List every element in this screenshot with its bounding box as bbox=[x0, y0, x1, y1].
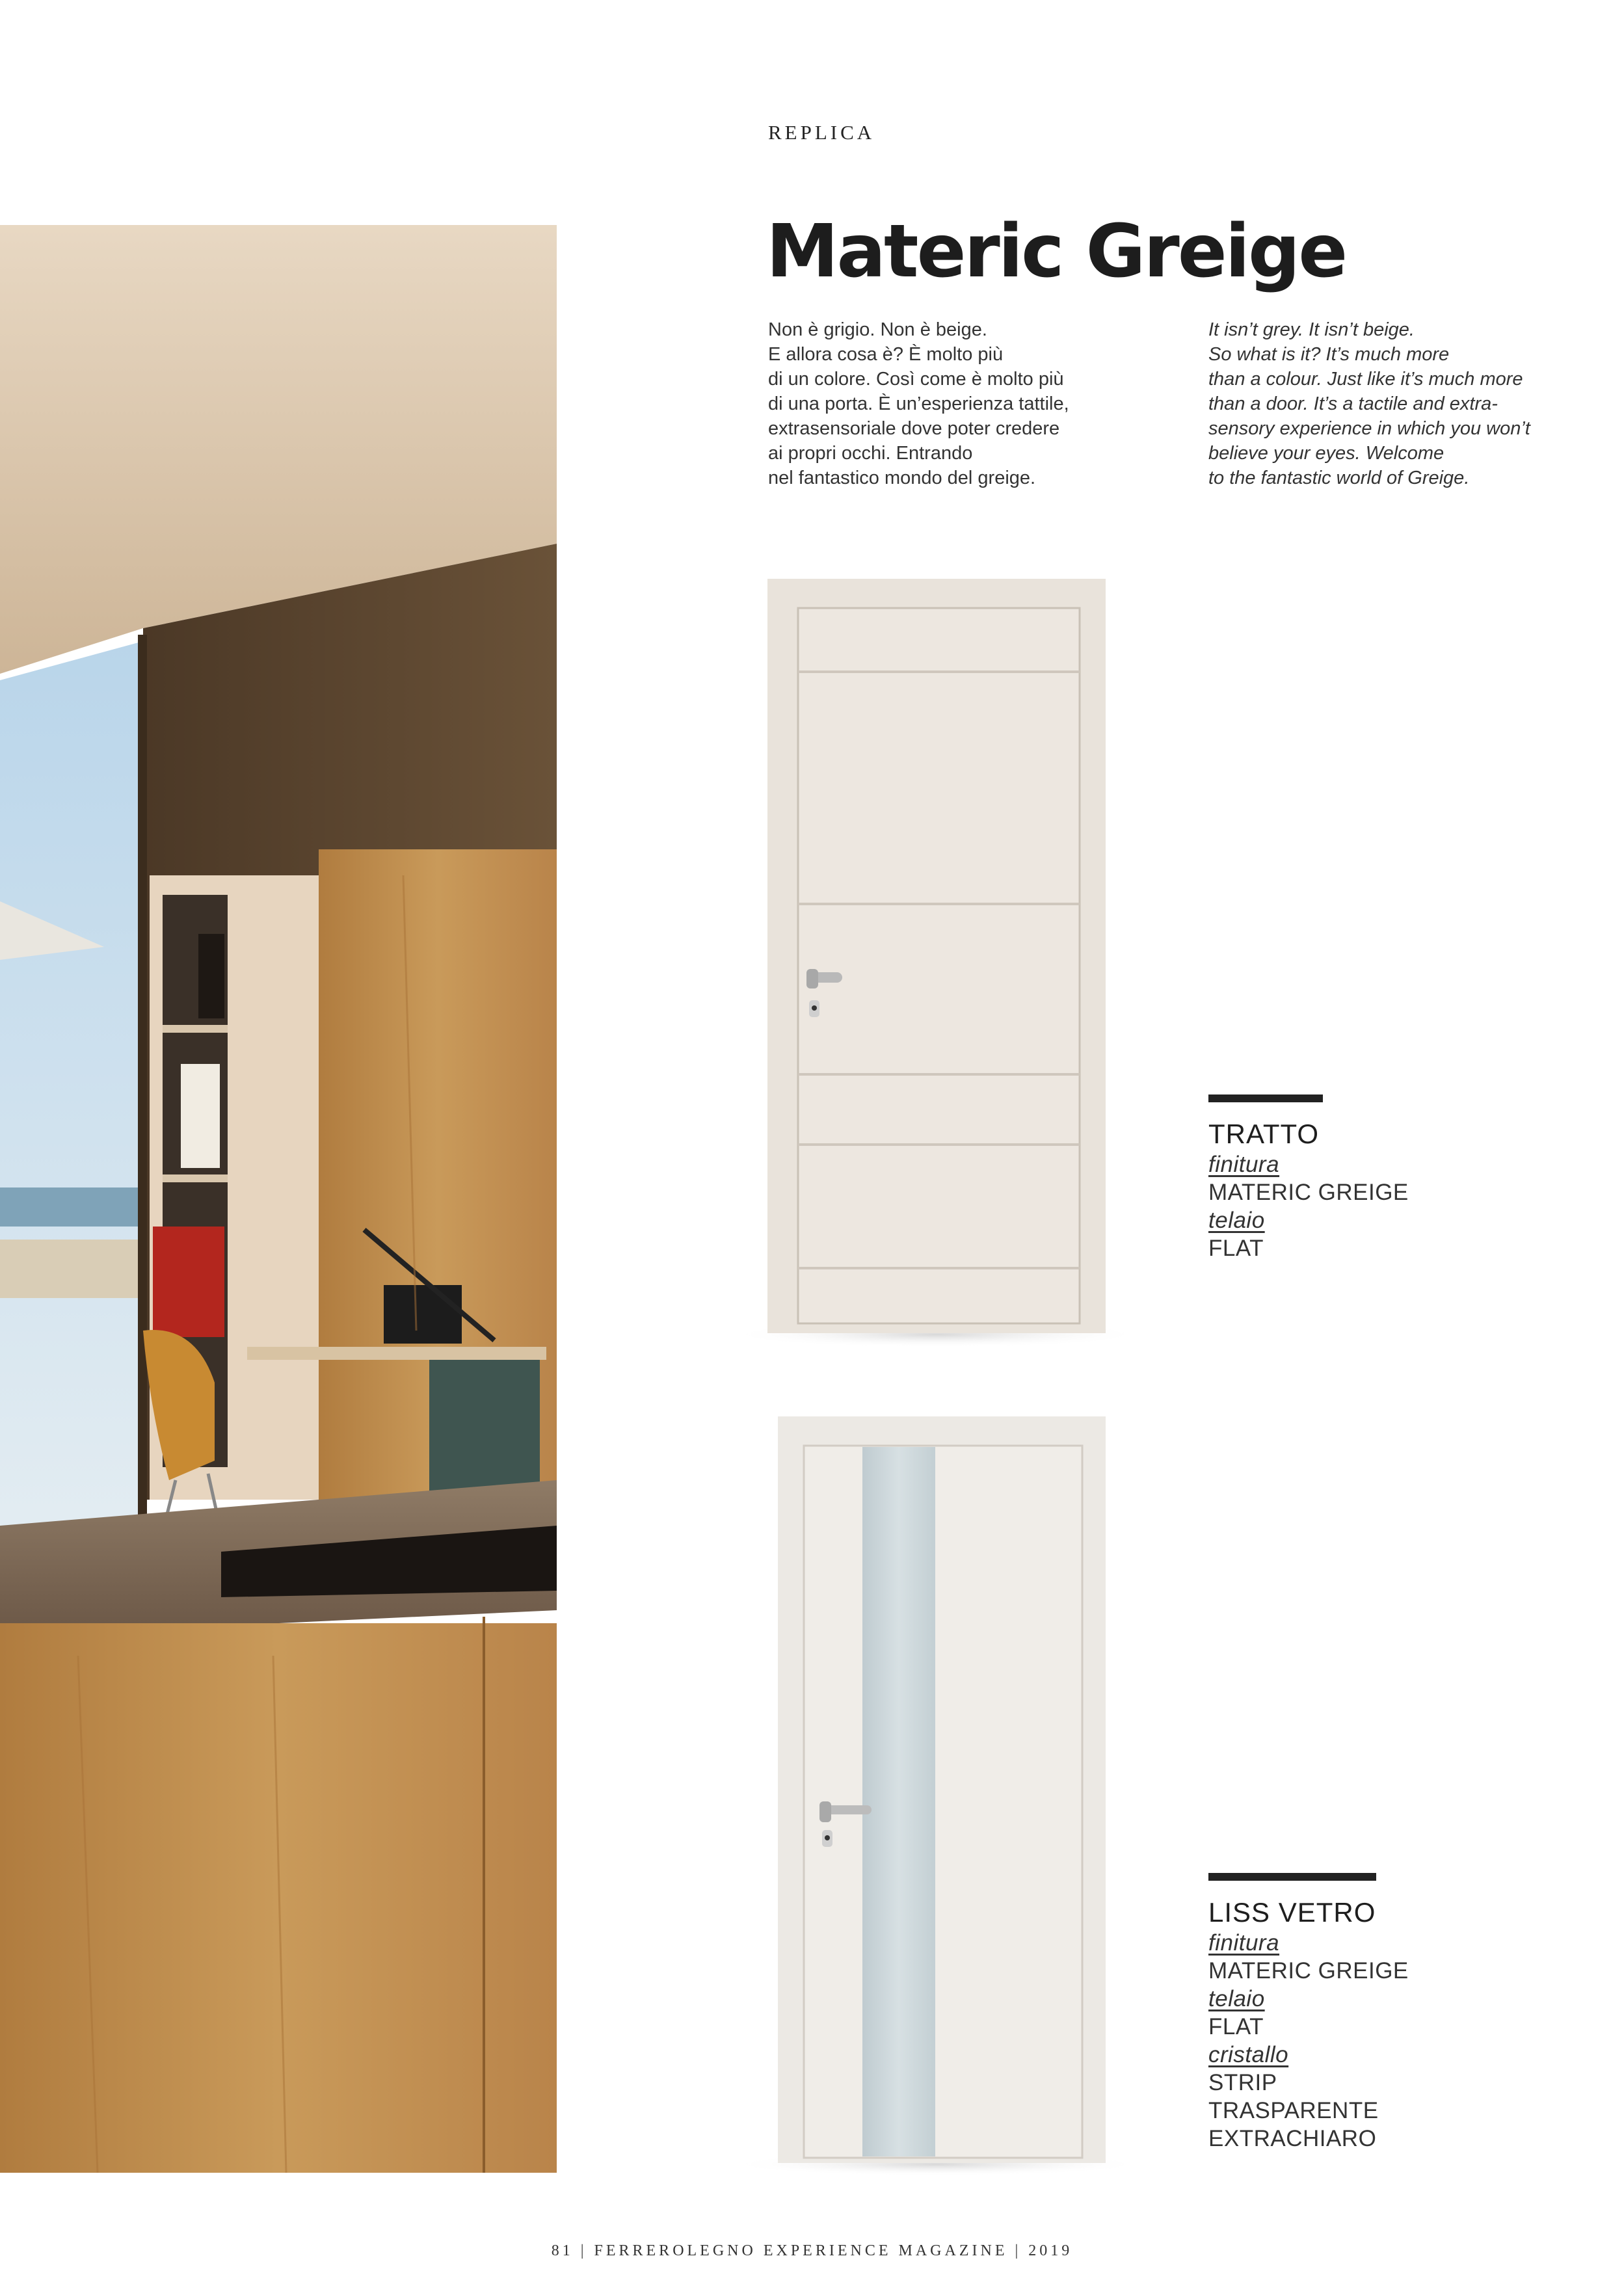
spec-key: finitura bbox=[1208, 1930, 1280, 1956]
interior-photo-illustration bbox=[0, 225, 557, 2173]
intro-line: to the fantastic world of Greige. bbox=[1208, 468, 1470, 488]
spec-key: telaio bbox=[1208, 1986, 1265, 2011]
product-name: LISS VETRO bbox=[1208, 1897, 1376, 1928]
intro-line: Non è grigio. Non è beige. bbox=[768, 319, 987, 340]
door-tratto-illustration bbox=[715, 579, 1158, 1392]
spec-value: STRIP TRASPARENTE EXTRACHIARO bbox=[1208, 2070, 1379, 2151]
intro-line: ai propri occhi. Entrando bbox=[768, 443, 973, 464]
spec-value: FLAT bbox=[1208, 1236, 1264, 1261]
spec-key: telaio bbox=[1208, 1208, 1265, 1233]
spec-value: MATERIC GREIGE bbox=[1208, 1958, 1409, 1983]
footer-separator: | bbox=[580, 2242, 594, 2259]
product-spec-tratto bbox=[1208, 1094, 1409, 1262]
page-footer bbox=[0, 2242, 1624, 2260]
page-title: Materic Greige bbox=[766, 209, 1346, 294]
door-tratto-image bbox=[715, 579, 1158, 1392]
intro-english bbox=[1208, 317, 1599, 490]
spec-bar bbox=[1208, 1094, 1323, 1102]
intro-line: than a door. It’s a tactile and extra- bbox=[1208, 393, 1498, 414]
spec-value: MATERIC GREIGE bbox=[1208, 1180, 1409, 1205]
product-spec-liss-vetro bbox=[1208, 1873, 1417, 2153]
intro-italian bbox=[768, 317, 1132, 490]
page-number: 81 bbox=[551, 2242, 574, 2259]
section-label: REPLICA bbox=[768, 121, 875, 144]
intro-line: sensory experience in which you won’t bbox=[1208, 418, 1530, 439]
interior-photo bbox=[0, 225, 557, 2173]
spec-value: FLAT bbox=[1208, 2014, 1264, 2039]
intro-line: nel fantastico mondo del greige. bbox=[768, 468, 1036, 488]
intro-line: than a colour. Just like it’s much more bbox=[1208, 369, 1523, 390]
footer-year: 2019 bbox=[1028, 2242, 1073, 2259]
magazine-name: FERREROLEGNO EXPERIENCE MAGAZINE bbox=[594, 2242, 1008, 2259]
door-liss-vetro-image bbox=[715, 1416, 1158, 2197]
spec-bar bbox=[1208, 1873, 1376, 1881]
intro-line: believe your eyes. Welcome bbox=[1208, 443, 1444, 464]
footer-separator: | bbox=[1015, 2242, 1029, 2259]
spec-key: cristallo bbox=[1208, 2042, 1289, 2067]
intro-line: E allora cosa è? È molto più bbox=[768, 344, 1004, 365]
intro-line: extrasensoriale dove poter credere bbox=[768, 418, 1060, 439]
intro-line: It isn’t grey. It isn’t beige. bbox=[1208, 319, 1415, 340]
door-liss-vetro-illustration bbox=[715, 1416, 1158, 2197]
intro-line: So what is it? It’s much more bbox=[1208, 344, 1450, 365]
product-name: TRATTO bbox=[1208, 1119, 1320, 1149]
intro-line: di un colore. Così come è molto più bbox=[768, 369, 1064, 390]
spec-key: finitura bbox=[1208, 1152, 1280, 1177]
intro-line: di una porta. È un’esperienza tattile, bbox=[768, 393, 1069, 414]
